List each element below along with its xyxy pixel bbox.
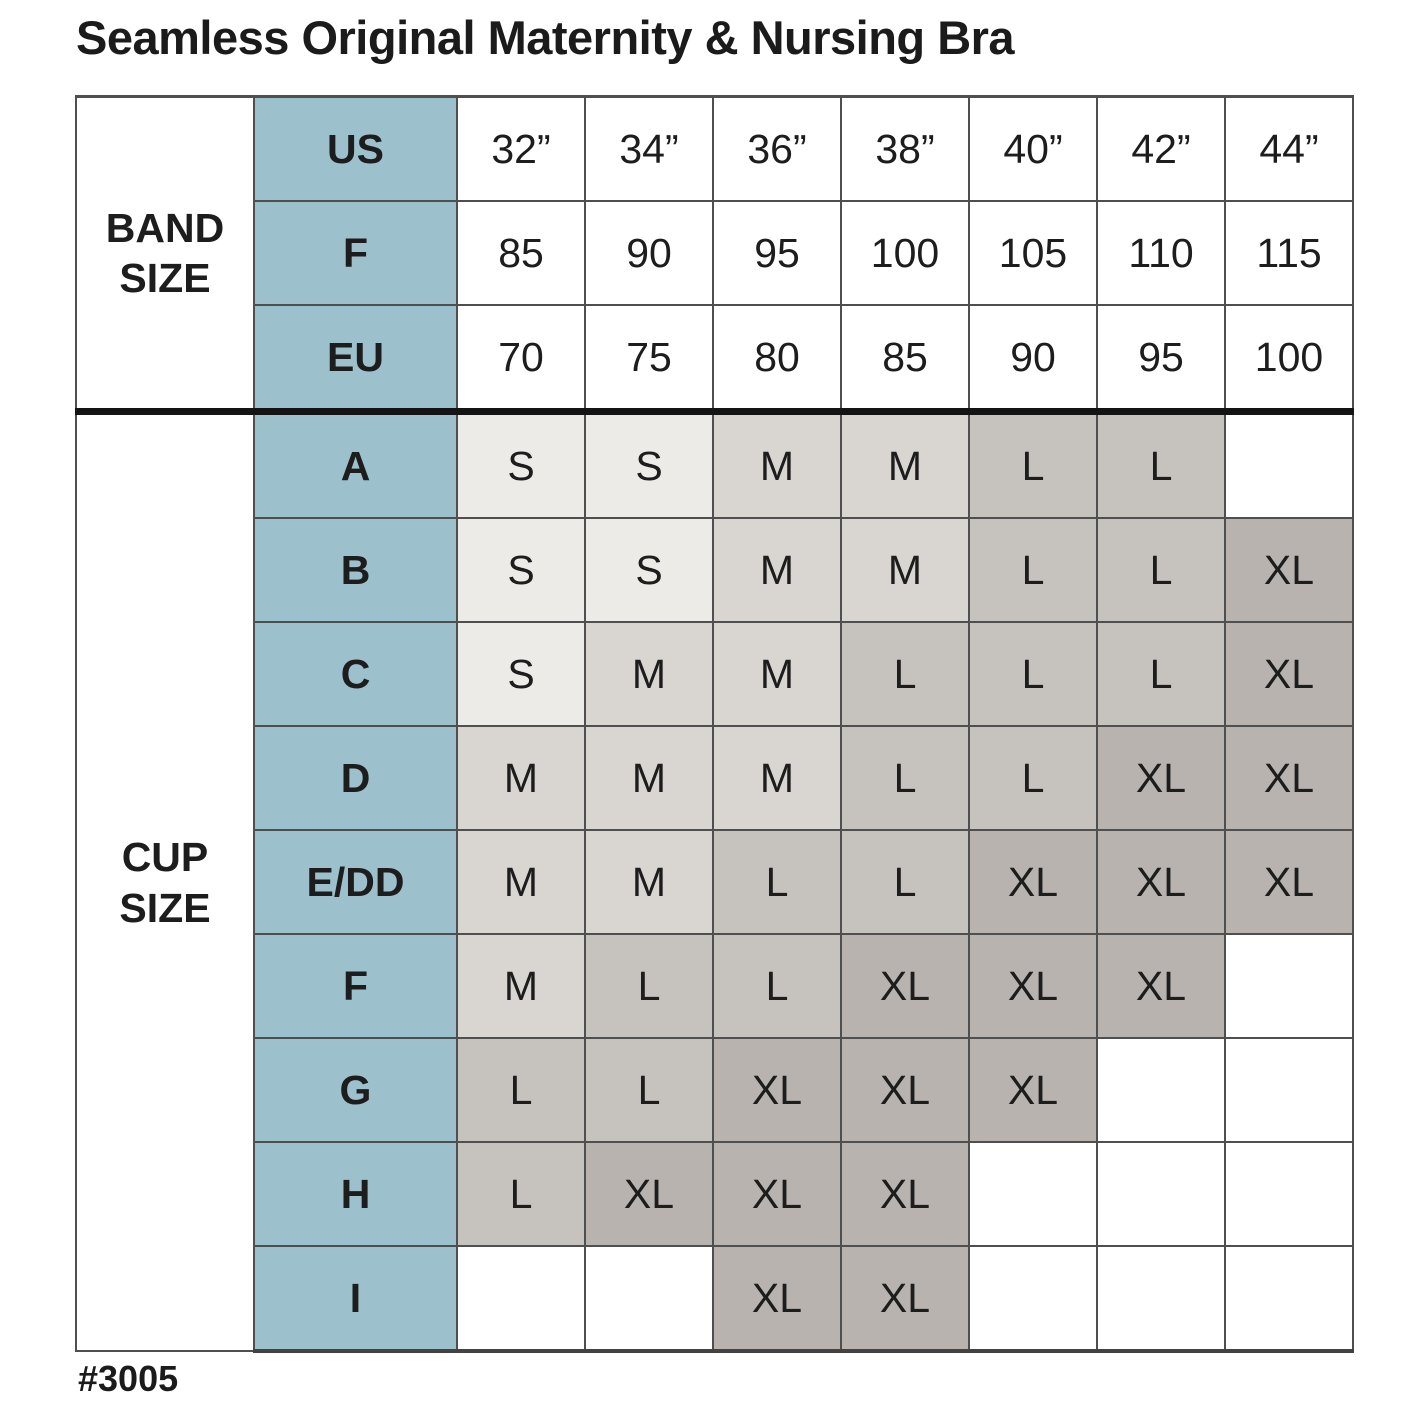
size-cell: L [457,1038,585,1142]
size-cell: L [713,830,841,934]
size-cell: M [585,830,713,934]
size-cell [1097,1142,1225,1246]
style-number: #3005 [78,1358,179,1399]
band-size-label-line2: SIZE [119,255,211,301]
band-value-cell: 110 [1097,201,1225,305]
row-label-cup-d: D [254,726,457,830]
size-cell: L [841,830,969,934]
size-cell: XL [969,1038,1097,1142]
size-cell [1225,412,1353,519]
size-cell: M [841,518,969,622]
table-row [76,518,1353,622]
row-label-cup-i: I [254,1246,457,1351]
size-cell [1097,1038,1225,1142]
size-cell: M [713,726,841,830]
size-cell: XL [841,1246,969,1351]
size-cell: M [457,726,585,830]
band-value-cell: 40” [969,97,1097,202]
size-cell: L [841,622,969,726]
row-label-f-band: F [254,201,457,305]
band-value-cell: 36” [713,97,841,202]
size-cell [1225,1246,1353,1351]
size-cell: M [585,622,713,726]
table-row [76,622,1353,726]
size-cell: XL [713,1142,841,1246]
size-cell: L [969,726,1097,830]
row-label-cup-edd: E/DD [254,830,457,934]
cup-size-label-line1: CUP [121,834,209,881]
table-row [76,934,1353,1038]
table-row [76,830,1353,934]
size-cell: L [713,934,841,1038]
band-value-cell: 44” [1225,97,1353,202]
band-value-cell: 100 [1225,305,1353,412]
band-size-label-line1: BAND [105,204,225,251]
band-value-cell: 75 [585,305,713,412]
size-cell: XL [1097,726,1225,830]
page-title: Seamless Original Maternity & Nursing Bra [76,11,1015,64]
table-row [76,305,1353,412]
size-cell: S [457,412,585,519]
band-value-cell: 115 [1225,201,1353,305]
size-cell: M [585,726,713,830]
size-cell: L [585,1038,713,1142]
size-cell [1097,1246,1225,1351]
band-value-cell: 105 [969,201,1097,305]
band-value-cell: 85 [457,201,585,305]
band-value-cell: 95 [713,201,841,305]
size-cell: M [713,412,841,519]
table-row [76,1142,1353,1246]
band-value-cell: 95 [1097,305,1225,412]
band-value-cell: 90 [969,305,1097,412]
cup-size-label-line2: SIZE [119,884,211,931]
size-cell: XL [713,1038,841,1142]
size-cell: XL [713,1246,841,1351]
cup-size-section-label [76,412,254,1352]
table-row [76,97,1353,202]
size-cell [1225,934,1353,1038]
row-label-cup-h: H [254,1142,457,1246]
band-value-cell: 32” [457,97,585,202]
band-value-cell: 90 [585,201,713,305]
size-cell: M [713,622,841,726]
size-chart-table [75,95,1354,1353]
size-cell [969,1142,1097,1246]
row-label-cup-b: B [254,518,457,622]
size-cell: S [585,518,713,622]
row-label-cup-g: G [254,1038,457,1142]
size-cell: L [969,518,1097,622]
table-row [76,1038,1353,1142]
table-row [76,726,1353,830]
size-cell: L [457,1142,585,1246]
size-cell: XL [1225,726,1353,830]
size-cell: XL [585,1142,713,1246]
size-cell: XL [969,934,1097,1038]
size-cell: L [1097,622,1225,726]
size-cell: XL [969,830,1097,934]
size-cell [457,1246,585,1351]
band-size-section-label [76,97,254,412]
size-cell: S [457,518,585,622]
size-cell: XL [841,934,969,1038]
size-cell: XL [1097,830,1225,934]
size-cell: M [713,518,841,622]
table-row [76,1246,1353,1351]
size-cell: L [585,934,713,1038]
size-cell: M [457,934,585,1038]
band-value-cell: 38” [841,97,969,202]
size-cell: M [841,412,969,519]
band-value-cell: 34” [585,97,713,202]
band-value-cell: 70 [457,305,585,412]
size-cell: L [1097,412,1225,519]
band-value-cell: 80 [713,305,841,412]
size-cell: S [585,412,713,519]
size-cell: M [457,830,585,934]
table-row [76,412,1353,519]
size-cell: XL [1225,518,1353,622]
size-cell: L [969,412,1097,519]
size-cell: L [1097,518,1225,622]
size-cell: XL [1225,830,1353,934]
size-cell: XL [841,1142,969,1246]
size-cell: XL [1097,934,1225,1038]
size-cell [585,1246,713,1351]
size-cell: XL [841,1038,969,1142]
band-value-cell: 100 [841,201,969,305]
band-value-cell: 85 [841,305,969,412]
row-label-eu: EU [254,305,457,412]
size-cell: L [969,622,1097,726]
row-label-cup-a: A [254,412,457,519]
size-cell: S [457,622,585,726]
table-row [76,201,1353,305]
size-cell [1225,1142,1353,1246]
row-label-cup-f: F [254,934,457,1038]
row-label-us: US [254,97,457,202]
size-cell [1225,1038,1353,1142]
row-label-cup-c: C [254,622,457,726]
band-value-cell: 42” [1097,97,1225,202]
size-cell: L [841,726,969,830]
size-cell [969,1246,1097,1351]
size-cell: XL [1225,622,1353,726]
